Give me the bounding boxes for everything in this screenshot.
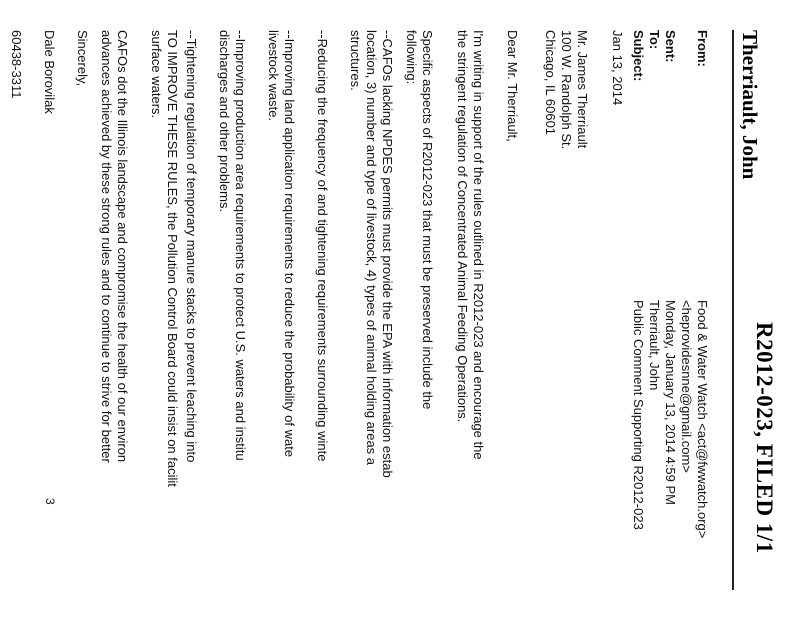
- list-item-line: --Improving land application requirements to reduce the probability of wate: [282, 30, 297, 458]
- letter-closing: [0, 30, 90, 114]
- filing-stamp: R2012-023, FILED 1/1: [752, 322, 777, 554]
- list-item-line: --Improving production area requirements to protect U.S. waters and institu: [233, 30, 248, 461]
- list-item-line: location, 3) number and type of livestock, 4) types of animal holding areas a: [364, 30, 379, 466]
- sender-name-heading: Therriault, John: [738, 30, 762, 180]
- header-label: Sent:: [663, 30, 678, 63]
- paragraph-line: I'm writing in support of the rules outlined in R2012-023 and encourage the: [471, 30, 486, 460]
- address-line: 100 W. Randolph St.: [559, 30, 574, 150]
- list-item: [265, 30, 297, 600]
- list-item: [183, 30, 199, 600]
- paragraph-line: advances achieved by these strong rules and to continue to strive for better: [99, 30, 114, 463]
- paragraph-line: surface waters.: [149, 30, 164, 119]
- paragraph-line: Specific aspects of R2012-023 that must be preserved include the: [420, 30, 435, 410]
- sign-off: Sincerely,: [75, 30, 90, 87]
- intro-paragraph: [454, 30, 486, 600]
- paragraph-line: the stringent regulation of Concentrated Animal Feeding Operations.: [455, 30, 470, 423]
- letter-date: Jan 13, 2014: [610, 30, 625, 106]
- specific-aspects-paragraph: [403, 30, 435, 600]
- header-value: Public Comment Supporting R2012-023: [631, 300, 646, 530]
- list-item-line: discharges and other problems.: [217, 30, 232, 213]
- list-item-line: --Tightening regulation of temporary manure stacks to prevent leaching into: [184, 30, 199, 463]
- list-item: [216, 30, 248, 600]
- address-line: Chicago, IL 60601: [543, 30, 558, 136]
- list-item: [314, 30, 330, 600]
- paragraph-line: CAFOs dot the Illinois landscape and compromise the health of our environ: [115, 30, 130, 463]
- list-item-line: structures.: [348, 30, 363, 91]
- header-value: <heprovidesnne@gmail.com>: [679, 300, 694, 473]
- list-item-line: livestock waste.: [266, 30, 281, 122]
- address-line: Mr. James Therriault: [575, 30, 590, 149]
- list-item-line: --CAFOs lacking NPDES permits must provide the EPA with information estab: [380, 30, 395, 478]
- provisions-list: [166, 30, 395, 600]
- cafos-paragraph: [98, 30, 130, 600]
- header-value: Therriault, John: [647, 300, 662, 391]
- recipient-address: [542, 30, 590, 149]
- header-divider: [732, 30, 734, 590]
- paragraph-line: TO IMPROVE THESE RULES, the Pollution Control Board could insist on facilit: [165, 30, 180, 487]
- header-label: From:: [695, 30, 710, 67]
- page-number: 3: [43, 498, 57, 505]
- signer-zip: 60438-3311: [9, 30, 24, 99]
- signer-name: Dale Borovilak: [42, 30, 57, 114]
- list-item-line: --Reducing the frequency of and tightening requirements surrounding winte: [315, 30, 330, 462]
- header-value: Food & Water Watch <act@fwwatch.org>: [695, 300, 710, 539]
- paragraph-line: following:: [404, 30, 419, 85]
- header-label: To:: [647, 30, 662, 50]
- list-item: [347, 30, 395, 600]
- header-label: Subject:: [631, 30, 646, 82]
- improvement-paragraph: [148, 30, 180, 600]
- salutation: Dear Mr. Therriault,: [505, 30, 520, 142]
- header-value: Monday, January 13, 2014 4:59 PM: [663, 300, 678, 505]
